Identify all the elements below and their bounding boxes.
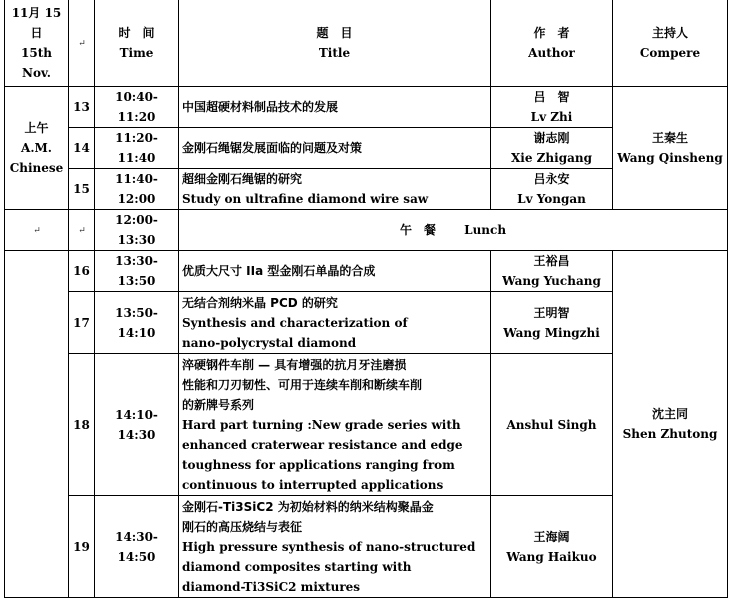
title-line: 无结合剂纳米晶 PCD 的研究 [182,295,338,310]
title-header [179,0,491,87]
session-number: 17 [69,292,95,354]
author-cn: 吕 智 [533,90,570,104]
title-line: toughness for applications ranging from [182,457,455,472]
title-line: 优质大尺寸 IIa 型金刚石单晶的合成 [182,264,376,278]
author-cn: 王裕昌 [533,254,570,268]
compere-en: Shen Zhutong [622,427,718,441]
session-title [179,354,491,496]
author-cn: 吕永安 [533,172,570,186]
compere-en: Wang Qinsheng [617,151,723,165]
session-title [179,496,491,598]
author-en: Wang Yuchang [502,274,601,288]
session-title [179,292,491,354]
lunch-empty [69,210,95,251]
title-header-en: Title [318,45,351,60]
session-number: 15 [69,169,95,210]
compere-header [613,0,728,87]
title-line: High pressure synthesis of nano-structured [182,539,476,554]
morning-label-line: A.M. [21,141,52,155]
session-number: 14 [69,128,95,169]
para-mark: ↵ [78,38,86,49]
title-line: 刚石的高压烧结与表征 [182,519,303,534]
author-en: Wang Haikuo [506,549,597,564]
afternoon-compere [613,251,728,598]
title-line: Study on ultrafine diamond wire saw [182,192,429,206]
title-line: 性能和刀刃韧性、可用于连续车削和断续车削 [182,377,423,392]
title-line: diamond-Ti3SiC2 mixtures [182,579,361,594]
title-line: 金刚石绳锯发展面临的问题及对策 [182,141,363,155]
title-line: Hard part turning :New grade series with [182,417,461,432]
session-number: 13 [69,87,95,128]
lunch-label [179,210,728,251]
session-author [491,169,613,210]
author-header-en: Author [528,45,575,60]
compere-cn: 沈主同 [651,407,688,421]
author-en: Anshul Singh [506,417,597,432]
author-cn: 谢志刚 [533,131,570,145]
author-header-cn: 作 者 [533,25,570,40]
compere-cn: 王秦生 [651,131,688,145]
compere-header-en: Compere [639,45,701,60]
lunch-en: Lunch [464,223,507,237]
number-header [69,0,95,87]
session-author [491,128,613,169]
compere-header-cn: 主持人 [651,25,688,40]
author-cn: 王海阔 [533,529,570,544]
lunch-cn: 午 餐 [399,223,436,237]
title-line: 淬硬钢件车削 — 具有增强的抗月牙洼磨损 [182,357,407,372]
session-number: 18 [69,354,95,496]
table-row [5,87,728,128]
author-en: Lv Zhi [530,110,573,124]
time-header-cn: 时 间 [118,25,155,40]
title-line: diamond composites starting with [182,559,412,574]
session-title [179,128,491,169]
session-time: 14:10-14:30 [95,354,179,496]
morning-label [5,87,69,210]
session-time: 11:40-12:00 [95,169,179,210]
date-line: 11月 15 [11,5,62,20]
author-en: Lv Yongan [517,192,586,206]
session-author [491,87,613,128]
session-author [491,496,613,598]
lunch-empty [5,210,69,251]
title-line: continuous to interrupted applications [182,477,444,492]
time-header [95,0,179,87]
para-mark: ↵ [78,226,86,236]
author-en: Wang Mingzhi [503,325,600,340]
para-mark: ↵ [33,226,41,236]
schedule-table [4,0,728,598]
author-header [491,0,613,87]
session-time: 11:20-11:40 [95,128,179,169]
session-author [491,354,613,496]
session-time: 10:40-11:20 [95,87,179,128]
table-row [5,251,728,292]
afternoon-label [5,251,69,598]
title-header-cn: 题 目 [316,25,353,40]
session-author [491,292,613,354]
date-header [5,0,69,87]
session-title [179,87,491,128]
author-cn: 王明智 [533,305,570,320]
session-author [491,251,613,292]
lunch-row [5,210,728,251]
title-line: 金刚石-Ti3SiC2 为初始材料的纳米结构聚晶金 [182,499,434,514]
session-title [179,251,491,292]
header-row [5,0,728,87]
session-time: 13:50-14:10 [95,292,179,354]
title-line: 超细金刚石绳锯的研究 [182,172,303,186]
date-line: 15th [21,45,52,60]
title-line: nano-polycrystal diamond [182,335,357,350]
title-line: 的新牌号系列 [182,397,255,412]
author-en: Xie Zhigang [510,151,592,165]
lunch-time: 12:00-13:30 [95,210,179,251]
session-number: 19 [69,496,95,598]
title-line: Synthesis and characterization of [182,315,408,330]
time-header-en: Time [119,45,154,60]
session-time: 13:30-13:50 [95,251,179,292]
date-line: Nov. [22,65,51,80]
session-time: 14:30-14:50 [95,496,179,598]
session-number: 16 [69,251,95,292]
title-line: enhanced craterwear resistance and edge [182,437,463,452]
morning-label-line: Chinese [9,161,64,175]
date-line: 日 [30,25,43,40]
morning-label-line: 上午 [24,121,49,135]
morning-compere [613,87,728,210]
title-line: 中国超硬材料制品技术的发展 [182,100,339,114]
session-title [179,169,491,210]
